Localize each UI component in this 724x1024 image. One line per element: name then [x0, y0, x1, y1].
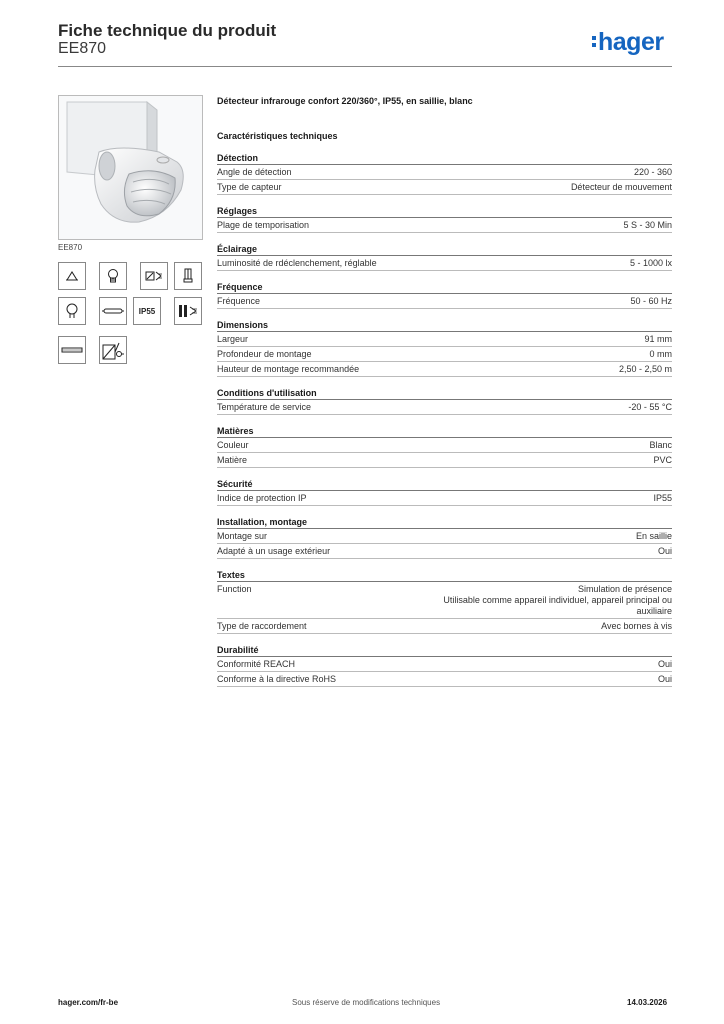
section-title: Textes [217, 570, 672, 582]
spec-value-line: 5 S - 30 Min [623, 220, 672, 230]
logo-dots-icon [592, 33, 596, 50]
spec-label: Montage sur [217, 531, 268, 541]
spec-row [217, 544, 672, 559]
incandescent-bulb-icon [58, 297, 86, 325]
spec-label: Largeur [217, 334, 249, 344]
spec-row [217, 529, 672, 544]
spec-label: Indice de protection IP [217, 493, 307, 503]
ip55-icon [133, 297, 161, 325]
spec-value-line: 5 - 1000 lx [629, 258, 672, 268]
spec-value [636, 531, 672, 542]
spec-value-line: auxiliaire [636, 606, 672, 616]
spec-value-line: 2,50 - 2,50 m [618, 364, 672, 374]
logo-text: hager [598, 28, 664, 56]
spec-label: Hauteur de montage recommandée [217, 364, 360, 374]
spec-value-line: Blanc [649, 440, 672, 450]
spec-value-line: 50 - 60 Hz [630, 296, 672, 306]
spec-row [217, 256, 672, 271]
spec-row [217, 400, 672, 415]
spec-value [630, 296, 672, 307]
spec-value-line: 91 mm [644, 334, 672, 344]
section-title: Installation, montage [217, 517, 672, 529]
section-title: Détection [217, 153, 672, 165]
spec-row [217, 619, 672, 634]
spec-label: Fréquence [217, 296, 261, 306]
product-reference: EE870 [58, 40, 107, 57]
spec-value-line: Simulation de présence [577, 584, 672, 594]
spec-row [217, 453, 672, 468]
spec-value-line: -20 - 55 °C [628, 402, 672, 412]
page-title: Fiche technique du produit [58, 21, 277, 40]
spec-value-line: Oui [657, 659, 672, 669]
spec-value-line: 0 mm [649, 349, 672, 359]
linear-lamp-icon [58, 336, 86, 364]
spec-value [628, 402, 672, 413]
halogen-tube-icon [99, 297, 127, 325]
section-title: Éclairage [217, 244, 672, 256]
spec-row [217, 218, 672, 233]
spec-label: Plage de temporisation [217, 220, 310, 230]
spec-label: Profondeur de montage [217, 349, 312, 359]
spec-value [443, 584, 672, 617]
spec-label: Luminosité de rdéclenchement, réglable [217, 258, 377, 268]
spec-row [217, 362, 672, 377]
spec-value [653, 455, 672, 466]
characteristics-title: Caractéristiques techniques [217, 131, 338, 141]
spec-label: Type de raccordement [217, 621, 307, 631]
spec-label: Type de capteur [217, 182, 282, 192]
spec-label: Matière [217, 455, 248, 465]
section-title: Durabilité [217, 645, 672, 657]
spec-value-line: PVC [653, 455, 672, 465]
spec-value-line: Avec bornes à vis [601, 621, 672, 631]
section-title: Fréquence [217, 282, 672, 294]
ceiling-lamp-icon [58, 262, 86, 290]
spec-row [217, 180, 672, 195]
product-title: Détecteur infrarouge confort 220/360°, IP55, en saillie, blanc [217, 96, 473, 106]
section-title: Matières [217, 426, 672, 438]
spec-label: Angle de détection [217, 167, 292, 177]
led-driver-icon [174, 297, 202, 325]
product-image [58, 95, 203, 240]
fluorescent-tube-icon [174, 262, 202, 290]
spec-value [634, 167, 672, 178]
spec-value [601, 621, 672, 632]
footer-website: hager.com/fr-be [58, 998, 119, 1007]
spec-table [217, 153, 672, 687]
spec-row [217, 332, 672, 347]
spec-value [644, 334, 672, 345]
spec-value-line: Utilisable comme appareil individuel, appareil principal ou [443, 595, 672, 605]
spec-row [217, 582, 672, 619]
spec-row [217, 657, 672, 672]
spec-row [217, 438, 672, 453]
motion-detector-illustration [59, 96, 202, 239]
spec-value-line: Oui [657, 546, 672, 556]
spec-value-line: 220 - 360 [633, 167, 672, 177]
hager-logo [592, 28, 664, 57]
header-divider [58, 66, 672, 67]
spec-label: Adapté à un usage extérieur [217, 546, 331, 556]
spec-row [217, 491, 672, 506]
spec-row [217, 347, 672, 362]
footer-date: 14.03.2026 [627, 998, 668, 1007]
spec-value [658, 546, 672, 557]
section-title: Dimensions [217, 320, 672, 332]
footer-notice: Sous réserve de modifications techniques [292, 998, 441, 1007]
spec-value [653, 493, 672, 504]
spec-value-line: Détecteur de mouvement [570, 182, 672, 192]
spec-label: Couleur [217, 440, 249, 450]
spec-label: Conformité REACH [217, 659, 296, 669]
led-lamp-icon [140, 262, 168, 290]
spec-value [571, 182, 672, 193]
spec-value-line: En saillie [635, 531, 672, 541]
spec-label: Conforme à la directive RoHS [217, 674, 337, 684]
section-title: Sécurité [217, 479, 672, 491]
bulb-icon [99, 262, 127, 290]
section-title: Réglages [217, 206, 672, 218]
spec-value [658, 674, 672, 685]
section-title: Conditions d'utilisation [217, 388, 672, 400]
spec-row [217, 672, 672, 687]
spec-value [630, 258, 672, 269]
spec-row [217, 165, 672, 180]
dimmer-switch-icon [99, 336, 127, 364]
spec-label: Température de service [217, 402, 312, 412]
spec-value-line: Oui [657, 674, 672, 684]
spec-label: Function [217, 584, 252, 594]
spec-value-line: IP55 [653, 493, 672, 503]
spec-value [649, 440, 672, 451]
spec-value [658, 659, 672, 670]
spec-row [217, 294, 672, 309]
image-caption: EE870 [58, 243, 83, 252]
spec-value [650, 349, 673, 360]
spec-value [623, 220, 672, 231]
spec-value [619, 364, 672, 375]
ip55-label: IP55 [138, 306, 156, 316]
